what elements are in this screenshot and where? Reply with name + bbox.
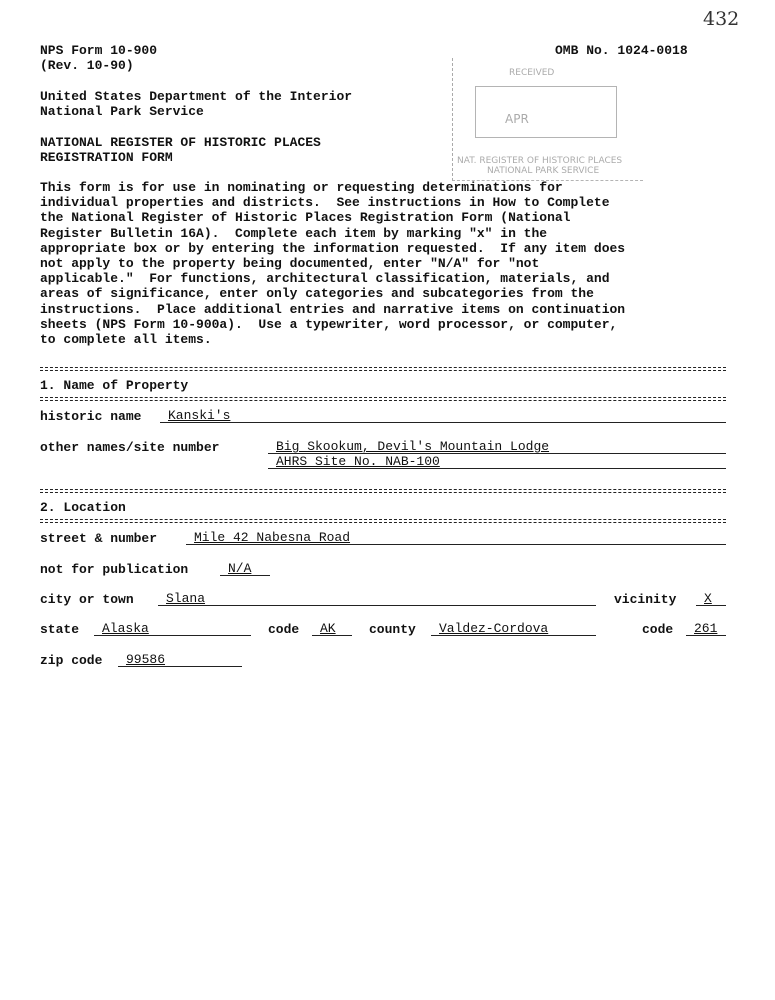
vicinity-field[interactable]: X — [696, 592, 726, 606]
state-code-label: code — [268, 622, 300, 637]
form-revision: (Rev. 10-90) — [40, 58, 134, 73]
instruction-line: applicable." For functions, architectural classification, materials, and — [40, 271, 610, 286]
section-divider — [40, 519, 726, 524]
county-code-field[interactable]: 261 — [686, 622, 726, 636]
omb-number: OMB No. 1024-0018 — [555, 43, 688, 58]
register-title: NATIONAL REGISTER OF HISTORIC PLACES — [40, 135, 321, 150]
zip-label: zip code — [40, 653, 103, 668]
not-for-publication-field[interactable]: N/A — [220, 562, 270, 576]
instruction-line: the National Register of Historic Places Registration Form (National — [40, 210, 571, 225]
county-field[interactable]: Valdez-Cordova — [431, 622, 596, 636]
city-field[interactable]: Slana — [158, 592, 596, 606]
instruction-line: individual properties and districts. See instructions in How to Complete — [40, 195, 610, 210]
section-divider — [40, 367, 726, 372]
handwritten-page-number: 432 — [703, 8, 740, 30]
section-2-heading: 2. Location — [40, 500, 126, 515]
instruction-line: sheets (NPS Form 10-900a). Use a typewriter, word processor, or computer, — [40, 317, 618, 332]
instruction-line: not apply to the property being documented, enter "N/A" for "not — [40, 256, 540, 271]
instruction-line: This form is for use in nominating or requesting determinations for — [40, 180, 563, 195]
zip-field[interactable]: 99586 — [118, 653, 242, 667]
instruction-line: appropriate box or by entering the information requested. If any item does — [40, 241, 626, 256]
department: United States Department of the Interior — [40, 89, 353, 104]
instruction-line: instructions. Place additional entries and narrative items on continuation — [40, 302, 626, 317]
county-code-label: code — [642, 622, 674, 637]
state-code-field[interactable]: AK — [312, 622, 352, 636]
received-stamp: RECEIVED APR NAT. REGISTER OF HISTORIC PLACES NATIONAL PARK SERVICE — [452, 58, 643, 181]
county-label: county — [369, 622, 416, 637]
not-for-publication-label: not for publication — [40, 562, 189, 577]
section-1-heading: 1. Name of Property — [40, 378, 189, 393]
street-field[interactable]: Mile 42 Nabesna Road — [186, 531, 726, 545]
instruction-line: to complete all items. — [40, 332, 212, 347]
form-title: REGISTRATION FORM — [40, 150, 173, 165]
other-names-field[interactable]: Big Skookum, Devil's Mountain Lodge — [268, 440, 726, 454]
section-divider — [40, 489, 726, 494]
historic-name-field[interactable]: Kanski's — [160, 409, 726, 423]
section-divider — [40, 397, 726, 402]
state-field[interactable]: Alaska — [94, 622, 251, 636]
other-names-label: other names/site number — [40, 440, 220, 455]
city-label: city or town — [40, 592, 134, 607]
state-label: state — [40, 622, 80, 637]
vicinity-label: vicinity — [614, 592, 677, 607]
form-id: NPS Form 10-900 — [40, 43, 158, 58]
service: National Park Service — [40, 104, 204, 119]
historic-name-label: historic name — [40, 409, 142, 424]
instruction-line: Register Bulletin 16A). Complete each item by marking "x" in the — [40, 226, 548, 241]
instruction-line: areas of significance, enter only categories and subcategories from the — [40, 286, 594, 301]
site-number-field[interactable]: AHRS Site No. NAB-100 — [268, 455, 726, 469]
street-label: street & number — [40, 531, 158, 546]
